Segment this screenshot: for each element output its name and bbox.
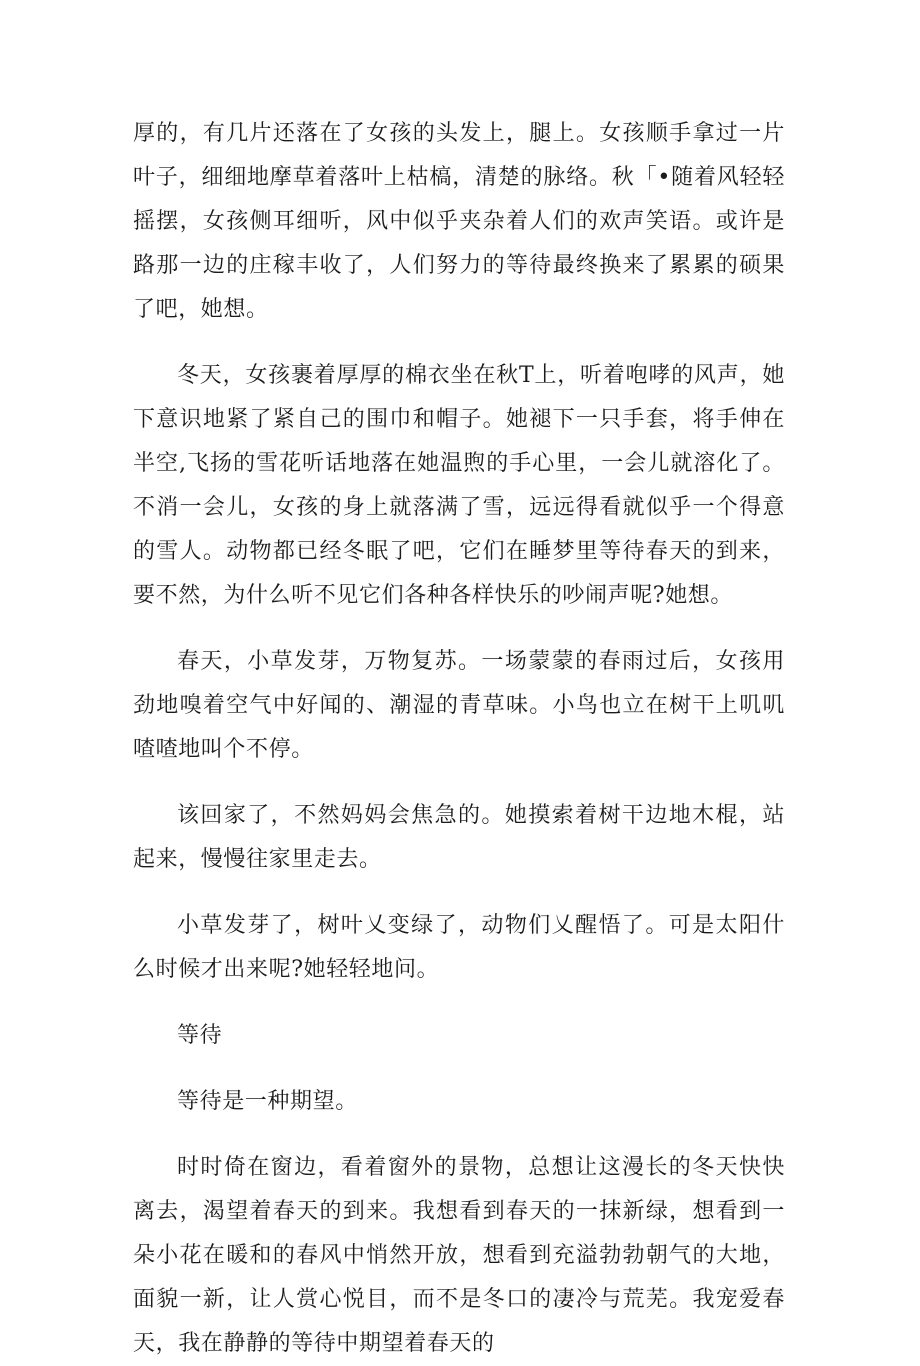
paragraph-1: 厚的，有几片还落在了女孩的头发上，腿上。女孩顺手拿过一片叶子，细细地摩草着落叶上枯槁，清楚的脉络。秋「•随着风轻轻摇摆，女孩侧耳细听，风中似乎夹杂着人们的欢声笑语。或许是路那一边的庄稼丰收了，人们努力的等待最终换来了累累的硕果了吧，她想。 [133,121,785,322]
paragraph-2: 冬天，女孩裹着厚厚的棉衣坐在秋T上，听着咆哮的风声，她下意识地紧了紧自己的围巾和帽子。她褪下一只手套，将手伸在半空,飞扬的雪花听话地落在她温煦的手心里，一会儿就溶化了。不消一会儿，女孩的身上就落满了雪，远远得看就似乎一个得意的雪人。动物都已经冬眠了吧，它们在睡梦里等待春天的到来，要不然，为什么听不见它们各种各样快乐的吵闹声呢?她想。 [133,363,785,608]
paragraph-8: 时时倚在窗边，看着窗外的景物，总想让这漫长的冬天快快离去，渴望着春天的到来。我想看到春天的一抹新绿，想看到一朵小花在暖和的春风中悄然开放，想看到充溢勃勃朝气的大地，面貌一新，让人赏心悦目，而不是冬口的凄冷与荒芜。我宠爱春天，我在静静的等待中期望着春天的 [133,1155,785,1356]
paragraph-4: 该回家了，不然妈妈会焦急的。她摸索着树干边地木棍，站起来，慢慢往家里走去。 [133,803,785,872]
paragraph-7: 等待是一种期望。 [177,1089,358,1114]
paragraph-3: 春天，小草发芽，万物复苏。一场蒙蒙的春雨过后，女孩用劲地嗅着空气中好闻的、潮湿的青草味。小鸟也立在树干上叽叽喳喳地叫个不停。 [133,649,785,762]
section-heading: 等待 [177,1023,223,1048]
paragraph-5: 小草发芽了，树叶乂变绿了，动物们乂醒悟了。可是太阳什么时候才出来呢?她轻轻地问。 [133,913,785,982]
